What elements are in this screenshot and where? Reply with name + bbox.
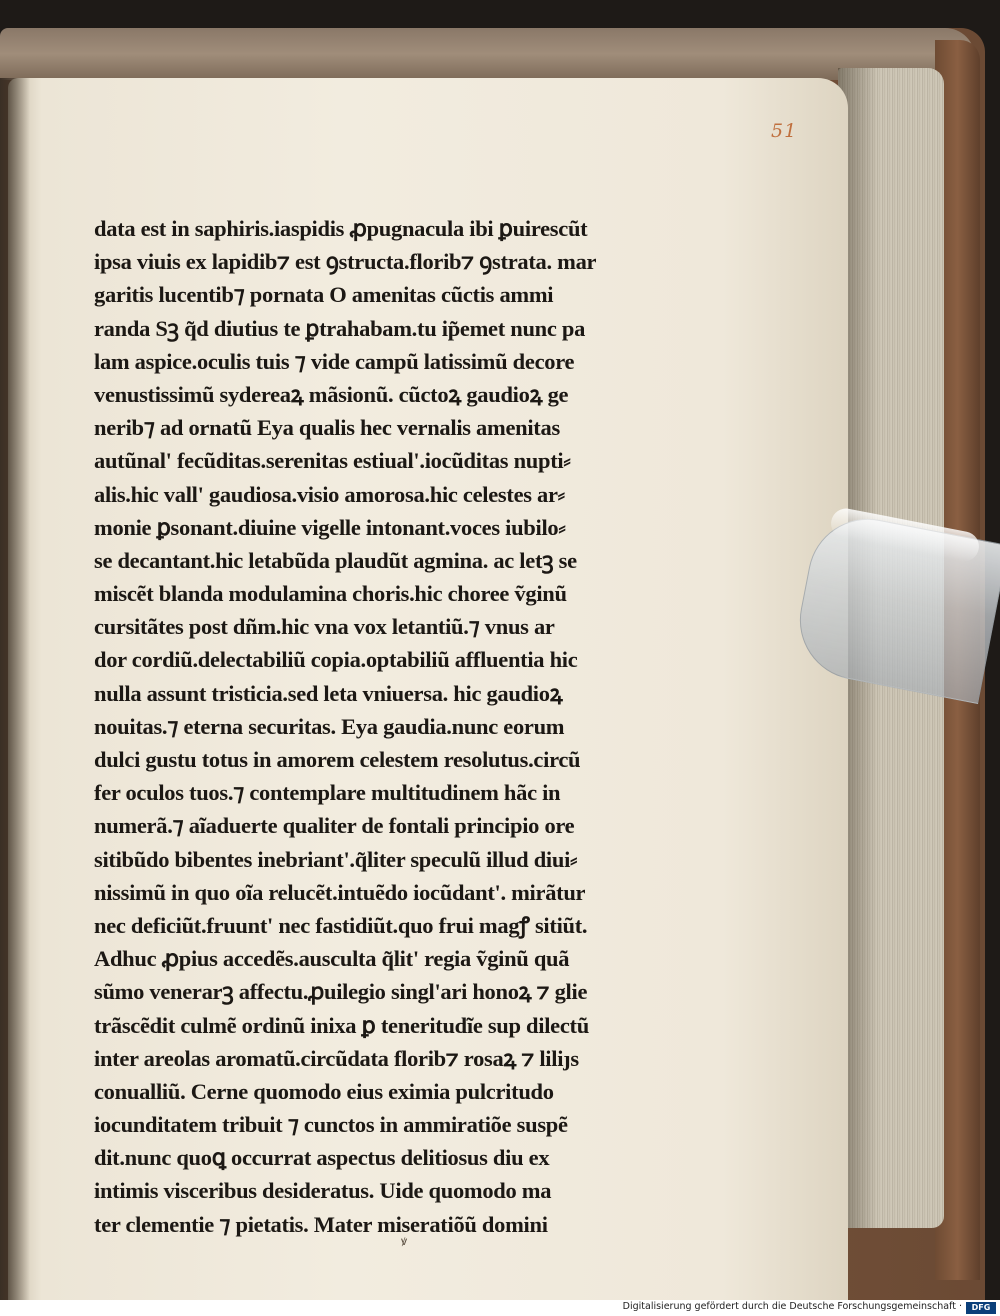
text-line: garitis lucentib⁊ pornata O amenitas cũctis ammi [94, 282, 554, 308]
text-line: nerib⁊ ad ornatũ Eya qualis hec vernalis amenitas [94, 415, 560, 441]
dfg-logo: DFG [966, 1302, 996, 1314]
digitization-credit: Digitalisierung gefördert durch die Deutsche Forschungsgemeinschaft · [622, 1301, 962, 1312]
text-line: alis.hic vall' gaudiosa.visio amorosa.hic celestes ar⸗ [94, 481, 565, 507]
text-line: data est in saphiris.iaspidis ꝓpugnacula ibi ꝑuirescũt [94, 216, 588, 241]
text-line: conualliũ. Cerne quomodo eius eximia pulcritudo [94, 1078, 554, 1104]
text-line: sitibũdo bibentes inebriant'.q̃liter speculũ illud diui⸗ [94, 846, 578, 872]
text-line: ter clementie ⁊ pietatis. Mater miseratiõũ domini [94, 1211, 548, 1237]
text-line: fer oculos tuos.⁊ contemplare multitudinem hãc in [94, 780, 561, 806]
text-line: cursitãtes post dñm.hic vna vox letantiũ.⁊ vnus ar [94, 614, 555, 640]
text-line: iocunditatem tribuit ⁊ cunctos in ammiratiõe suspẽ [94, 1112, 568, 1138]
text-line: se decantant.hic letabũda plaudũt agmina. ac letꝫ se [94, 547, 577, 573]
text-line: dit.nunc quoꝗ occurrat aspectus delitiosus diu ex [94, 1145, 550, 1171]
text-block [94, 212, 714, 1241]
page-gutter-shadow [0, 78, 30, 1300]
text-line: inter areolas aromatũ.circũdata florib⁊ rosaꝝ ⁊ liliȷs [94, 1045, 579, 1071]
text-line: venustissimũ sydereaꝝ mãsionũ. cũctoꝝ gaudioꝝ ge [94, 381, 569, 407]
text-line: sũmo venerarꝫ affectu.ꝓuilegio singl'ari honoꝝ ⁊ glie [94, 979, 588, 1005]
text-line: dor cordiũ.delectabiliũ copia.optabiliũ affluentia hic [94, 647, 578, 673]
book-cover-top-edge [0, 28, 975, 80]
text-line: monie ꝑsonant.diuine vigelle intonant.voces iubilo⸗ [94, 514, 566, 540]
text-line: randa Sꝫ q̃d diutius te ꝑtrahabam.tu ip̃emet nunc pa [94, 315, 586, 341]
text-line: miscẽt blanda modulamina choris.hic choree ṽginũ [94, 581, 567, 607]
text-line: Adhuc ꝓpius accedẽs.ausculta q̃lit' regia ṽginũ quã [94, 946, 570, 972]
text-line: nulla assunt tristicia.sed leta vniuersa. hic gaudioꝝ [94, 680, 563, 706]
text-line: numerã.⁊ aĩaduerte qualiter de fontali principio ore [94, 813, 575, 839]
signature-mark: ꝟ [401, 1234, 408, 1248]
text-line: intimis visceribus desideratus. Uide quomodo ma [94, 1178, 552, 1204]
text-line: trãscẽdit culmẽ ordinũ inixa ꝑ teneritudĩe sup dilectũ [94, 1012, 589, 1038]
folio-number: 51 [771, 120, 798, 142]
text-line: dulci gustu totus in amorem celestem resolutus.circũ [94, 747, 581, 772]
text-line: autũnal' fecũditas.serenitas estiual'.iocũditas nupti⸗ [94, 448, 571, 474]
text-line: nec deficiũt.fruunt' nec fastidiũt.quo frui magꝭ sitiũt. [94, 912, 588, 938]
text-line: nissimũ in quo oĩa relucẽt.intuẽdo iocũdant'. mirãtur [94, 879, 586, 905]
text-line: nouitas.⁊ eterna securitas. Eya gaudia.nunc eorum [94, 713, 565, 739]
text-line: ipsa viuis ex lapidib⁊ est ꝯstructa.florib⁊ ꝯstrata. mar [94, 249, 597, 275]
text-line: lam aspice.oculis tuis ⁊ vide campũ latissimũ decore [94, 348, 575, 374]
